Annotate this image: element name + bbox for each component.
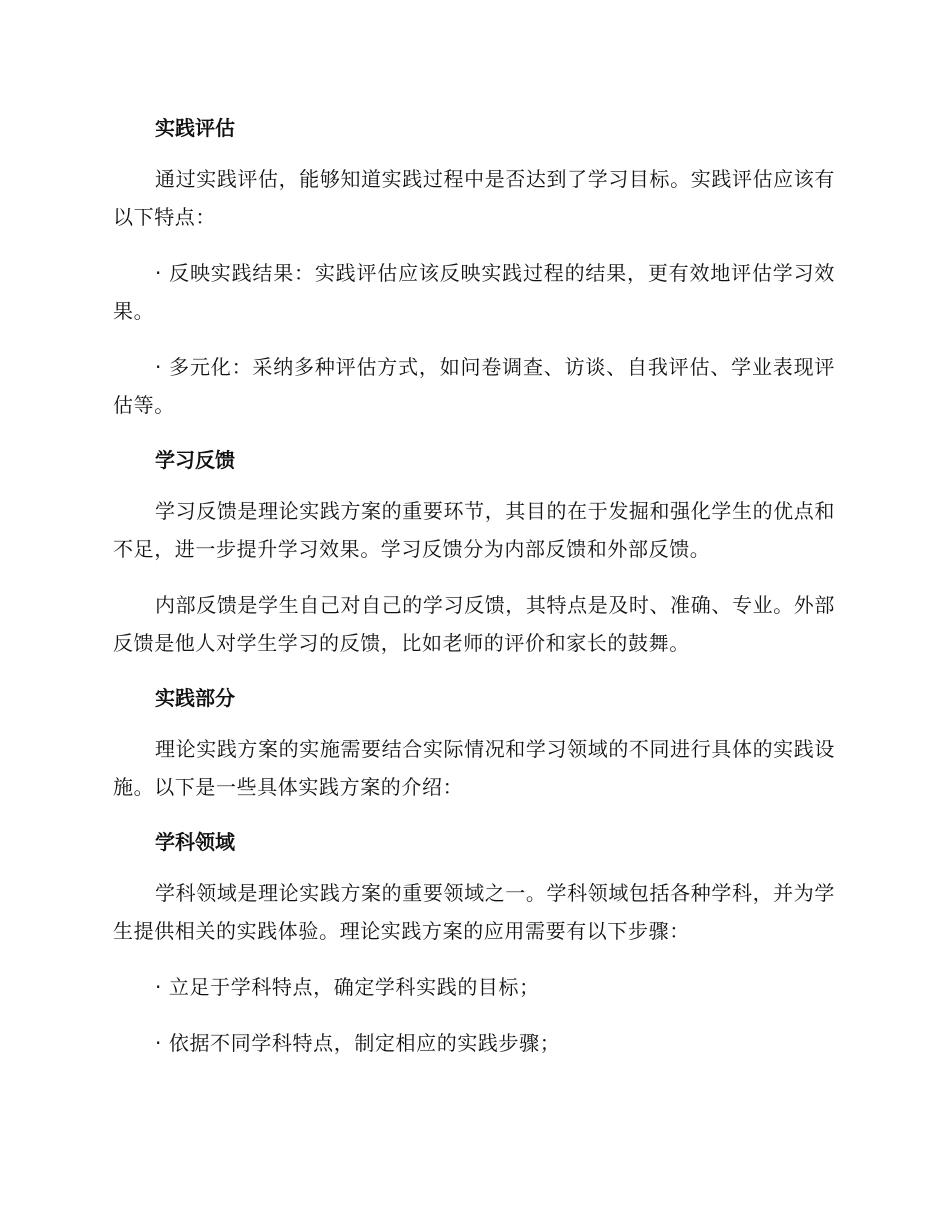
section-heading: 实践评估 bbox=[155, 116, 235, 140]
bullet-item: · 依据不同学科特点，制定相应的实践步骤； bbox=[155, 1031, 561, 1055]
bullet-item: · 多元化：采纳多种评估方式，如问卷调查、访谈、自我评估、学业表现评估等。 bbox=[113, 355, 835, 417]
paragraph: 学习反馈是理论实践方案的重要环节，其目的在于发掘和强化学生的优点和不足，进一步提升学习效果。学习反馈分为内部反馈和外部反馈。 bbox=[113, 499, 835, 561]
paragraph: 内部反馈是学生自己对自己的学习反馈，其特点是及时、准确、专业。外部反馈是他人对学生学习的反馈，比如老师的评价和家长的鼓舞。 bbox=[113, 593, 835, 655]
document-body bbox=[113, 110, 835, 1062]
bullet-item: · 反映实践结果：实践评估应该反映实践过程的结果，更有效地评估学习效果。 bbox=[113, 261, 835, 323]
bullet-item: · 立足于学科特点，确定学科实践的目标； bbox=[155, 975, 540, 999]
section-heading: 学习反馈 bbox=[155, 448, 235, 472]
section-heading: 实践部分 bbox=[155, 686, 235, 710]
paragraph: 通过实践评估，能够知道实践过程中是否达到了学习目标。实践评估应该有以下特点： bbox=[113, 167, 835, 229]
paragraph: 理论实践方案的实施需要结合实际情况和学习领域的不同进行具体的实践设施。以下是一些具体实践方案的介绍： bbox=[113, 737, 835, 799]
paragraph: 学科领域是理论实践方案的重要领域之一。学科领域包括各种学科，并为学生提供相关的实践体验。理论实践方案的应用需要有以下步骤： bbox=[113, 881, 835, 943]
section-heading: 学科领域 bbox=[155, 830, 235, 854]
